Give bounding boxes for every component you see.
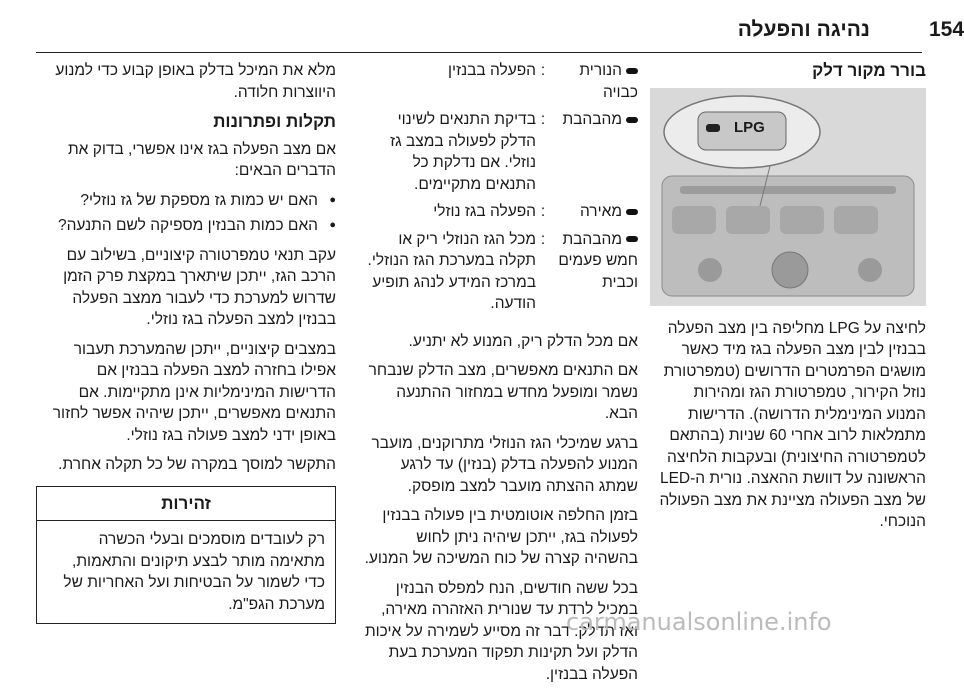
body-paragraph: אם התנאים מאפשרים, מצב הדלק שנבחר נשמר ומופעל מחדש במחזור ההתנעה הבא. [368, 362, 638, 422]
lpg-button-label: LPG [734, 118, 765, 136]
header-rule [36, 52, 922, 53]
indicator-row: הנורית כבויה : הפעלה בבנזין [362, 60, 638, 109]
indicator-row: מהבהבת : בדיקת התנאים לשינוי הדלק לפעולה במצב גז נוזלי. אם נדלקת כל התנאים מתקיימים. [362, 109, 638, 201]
column-middle [362, 60, 638, 693]
lpg-button-photo [650, 88, 926, 306]
led-icon [626, 236, 638, 242]
lead-paragraph: אם מצב הפעלה בגז אינו אפשרי, בדוק את הדברים הבאים: [67, 140, 336, 179]
page-title: נהיגה והפעלה [737, 18, 870, 41]
warning-box [36, 486, 336, 625]
led-icon [626, 117, 638, 123]
watermark: carmanualsonline.info [566, 608, 832, 636]
body-paragraph: ברגע שמיכלי הגז הנוזלי מתרוקנים, מועבר המנוע להפעלה בדלק (בנזין) עד לרגע שמתג ההצתה מועבר למצב מופסק. [371, 434, 638, 495]
intro-paragraph: מלא את המיכל בדלק באופן קבוע כדי למנוע היווצרות חלודה. [55, 62, 336, 101]
checklist-item: ● האם יש כמות גז מספקת של גז נוזלי? [36, 190, 336, 212]
body-paragraph: התקשר למוסך במקרה של כל תקלה אחרת. [58, 456, 336, 473]
section-title-troubleshooting: תקלות ופתרונות [213, 112, 336, 131]
indicator-state: מהבהבת [562, 111, 622, 128]
led-icon [626, 68, 638, 74]
warning-text: רק לעובדים מוסמכים ובעלי הכשרה מתאימה מותר לבצע תיקונים והתאמות, כדי לשמור על הבטיחות ועל האחריות של מערכת הגפ"מ. [63, 531, 325, 613]
checklist [36, 190, 336, 237]
indicator-table [362, 60, 638, 321]
body-paragraph: בכל ששה חודשים, הנח למפלס הבנזין במכיל לרדת עד שנורית האזהרה מאירה, ואז תדלק. דבר זה מסייע לשמירה על איכות הדלק ועל תקינות תפקוד המערכת בעת הפעלה בבנזין. [364, 579, 638, 683]
checklist-item: ● האם כמות הבנזין מספיקה לשם התנעה? [36, 215, 336, 237]
column-left [36, 60, 336, 624]
indicator-row: מאירה : הפעלה בגז נוזלי [362, 201, 638, 229]
indicator-description: מכל הגז הנוזלי ריק או תקלה במערכת הגז הנוזלי. במרכז המידע לנהג תופיע הודעה. [367, 230, 536, 312]
body-paragraph: במצבים קיצוניים, ייתכן שהמערכת תעבור אפילו בחזרה למצב הפעלה בבנזין אם הדרישות המינימליות אינן מתקיימות. אם התנאים מאפשרים, ייתכן שיהיה אפשר לחזור באופן ידני למצב פעולה בגז נוזלי. [52, 340, 336, 444]
indicator-row: מהבהבת חמש פעמים וכבית : מכל הגז הנוזלי ריק או תקלה במערכת הגז הנוזלי. במרכז המידע לנהג תופיע הודעה. [362, 229, 638, 321]
section-title-fuel-selector: בורר מקור דלק [812, 61, 926, 80]
fuel-selector-paragraph: לחיצה על LPG מחליפה בין מצב הפעלה בבנזין לבין מצב הפעלה בגז מיד כאשר מושגים הפרמטרים הדרושים (טמפרטורת נוזל הקירור, טמפרטורת הגז ומהירות המנוע המינימלית הדרושה). הדרישות מתמלאות לרוב אחרי 60 שניות (בהתאם לטמפרטורה החיצונית) ובעקבות הלחיצה הראשונה על דוושת ההאצה. נורית ה-LED של מצב הפעולה מציינת את מצב הפעולה הנוכחי. [659, 319, 926, 530]
body-paragraph: בזמן החלפה אוטומטית בין פעולה בבנזין לפעולה בגז, ייתכן שיהיה ניתן לחוש בהשהיה קצרה של כוח המשיכה של המנוע. [364, 507, 638, 567]
indicator-description: בדיקת התנאים לשינוי הדלק לפעולה במצב גז נוזלי. אם נדלקת כל התנאים מתקיימים. [390, 111, 536, 193]
page-number: 154 [929, 18, 964, 41]
indicator-description: הפעלה בבנזין [448, 62, 536, 79]
center-console-illustration [650, 88, 926, 306]
warning-title: זהירות [37, 487, 335, 522]
indicator-state: מהבהבת חמש פעמים וכבית [558, 230, 638, 291]
column-right [650, 60, 926, 541]
indicator-state: מאירה [579, 203, 622, 220]
body-paragraph: אם מכל הדלק ריק, המנוע לא יתניע. [408, 332, 638, 350]
indicator-description: הפעלה בגז נוזלי [433, 203, 536, 220]
page-header [0, 0, 964, 48]
indicator-state: הנורית כבויה [579, 62, 638, 101]
led-icon [626, 209, 638, 215]
body-paragraph: עקב תנאי טמפרטורה קיצוניים, בשילוב עם הרכב הגז, ייתכן שיתארך במקצת פרק הזמן שדרוש למערכת כדי לעבור ממצב הפעלה בבנזין למצב הפעלה בגז נוזלי. [63, 246, 336, 328]
